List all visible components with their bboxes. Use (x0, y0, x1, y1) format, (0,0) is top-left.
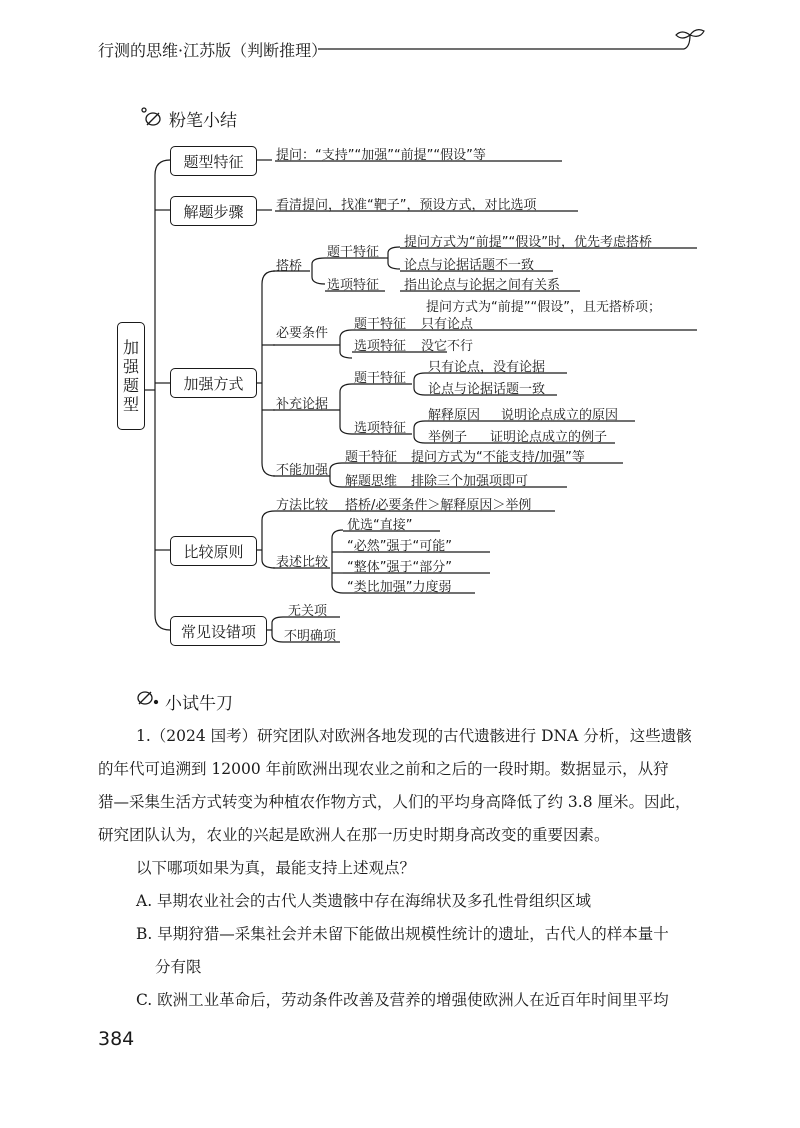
necessary-stem-1: 只有论点 (421, 317, 474, 332)
cannot-stem-1: 提问方式为“不能支持/加强”等 (411, 450, 585, 465)
node-question-features: 题型特征 (170, 146, 257, 176)
option-b-line-1: B. 早期狩猎—采集社会并未留下能做出规模性统计的遗址，古代人的样本量十 (136, 925, 669, 943)
root-node: 加强题型 (117, 322, 145, 430)
bridge-option-1: 指出论点与论据之间有关系 (404, 278, 561, 293)
necessary-top: 提问方式为“前提”“假设”，且无搭桥项； (426, 300, 661, 315)
necessary-label: 必要条件 (276, 326, 329, 341)
wording-1: 优选“直接” (347, 518, 413, 533)
trap-1: 无关项 (288, 604, 328, 619)
supplement-option-2b: 证明论点成立的例子 (490, 430, 608, 445)
bridge-stem-2: 论点与论据话题不一致 (404, 258, 535, 273)
question-line-4: 研究团队认为，农业的兴起是欧洲人在那一历史时期身高改变的重要因素。 (98, 826, 610, 844)
option-a: A. 早期农业社会的古代人类遗骸中存在海绵状及多孔性骨组织区域 (136, 892, 592, 910)
wording-compare-label: 表述比较 (276, 555, 329, 570)
bridge-option-label: 选项特征 (327, 278, 380, 293)
option-b-line-2: 分有限 (155, 958, 202, 976)
page-number: 384 (98, 1028, 135, 1050)
supplement-option-1b: 说明论点成立的原因 (501, 408, 619, 423)
bridge-stem-label: 题干特征 (327, 245, 380, 260)
necessary-option-label: 选项特征 (354, 339, 407, 354)
necessary-option-1: 没它不行 (421, 339, 474, 354)
node-strengthen-methods: 加强方式 (170, 368, 257, 398)
question-line-2: 的年代可追溯到 12000 年前欧洲出现农业之前和之后的一段时期。数据显示，从狩 (98, 760, 669, 778)
solving-steps-text: 看清提问，找准“靶子”，预设方式，对比选项 (276, 198, 537, 213)
running-header: 行测的思维·江苏版（判断推理） (98, 41, 328, 60)
supplement-stem-1: 只有论点，没有论据 (428, 360, 546, 375)
question-line-1: 1.（2024 国考）研究团队对欧洲各地发现的古代遗骸进行 DNA 分析，这些遗骸 (136, 727, 692, 745)
supplement-stem-label: 题干特征 (354, 371, 407, 386)
method-compare-text: 搭桥/必要条件＞解释原因＞举例 (345, 498, 532, 513)
question-line-3: 猎—采集生活方式转变为种植农作物方式，人们的平均身高降低了约 3.8 厘米。因此， (98, 793, 691, 811)
option-c: C. 欧洲工业革命后，劳动条件改善及营养的增强使欧洲人在近百年时间里平均 (136, 991, 669, 1009)
cannot-stem-label: 题干特征 (345, 450, 398, 465)
supplement-label: 补充论据 (276, 397, 329, 412)
necessary-stem-label: 题干特征 (354, 317, 407, 332)
summary-title: 粉笔小结 (169, 111, 237, 131)
supplement-option-1: 解释原因 (428, 408, 481, 423)
wording-4: “类比加强”力度弱 (347, 580, 452, 595)
bridge-label: 搭桥 (276, 259, 303, 274)
node-comparison-principle: 比较原则 (170, 536, 257, 566)
supplement-option-2: 举例子 (428, 430, 468, 445)
wording-3: “整体”强于“部分” (347, 560, 452, 575)
supplement-stem-2: 论点与论据话题一致 (428, 382, 546, 397)
trap-2: 不明确项 (284, 629, 337, 644)
practice-title: 小试牛刀 (165, 694, 233, 714)
question-features-text: 提问：“支持”“加强”“前提”“假设”等 (276, 148, 486, 163)
bridge-stem-1: 提问方式为“前提”“假设”时，优先考虑搭桥 (404, 235, 652, 250)
cannot-think-label: 解题思维 (345, 474, 398, 489)
node-common-traps: 常见设错项 (170, 616, 267, 646)
method-compare-label: 方法比较 (276, 498, 329, 513)
question-prompt: 以下哪项如果为真，最能支持上述观点？ (136, 859, 416, 877)
cannot-think-1: 排除三个加强项即可 (411, 474, 529, 489)
node-solving-steps: 解题步骤 (170, 196, 257, 226)
supplement-option-label: 选项特征 (354, 421, 407, 436)
wording-2: “必然”强于“可能” (347, 539, 452, 554)
cannot-label: 不能加强 (276, 463, 329, 478)
